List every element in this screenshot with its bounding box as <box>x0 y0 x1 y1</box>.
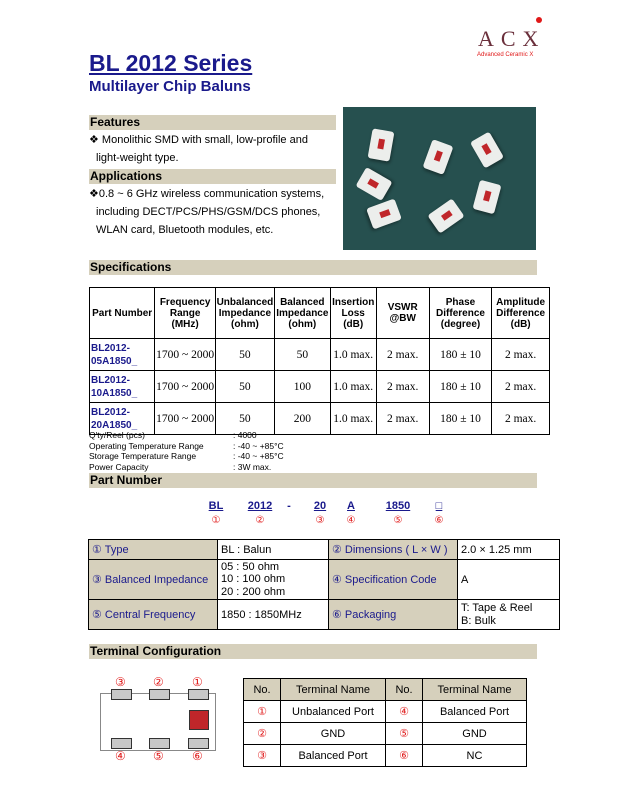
pn-key-cell: ⑥ Packaging <box>329 600 458 630</box>
spec-cell: 2 max. <box>492 339 550 371</box>
pn-value-line: 20 : 200 ohm <box>221 585 286 598</box>
spec-col-header: Insertion Loss (dB) <box>330 288 376 339</box>
spec-col-header: Frequency Range (MHz) <box>155 288 216 339</box>
pn-key-cell: ② Dimensions ( L × W ) <box>329 540 458 560</box>
code-segment: 1850 <box>385 500 411 512</box>
spec-col-header: Unbalanced Impedance (ohm) <box>215 288 274 339</box>
product-photo <box>343 107 536 250</box>
chip-image <box>356 167 393 201</box>
pn-value-line: 1850 : 1850MHz <box>221 608 302 621</box>
terminal-no: ④ <box>386 701 423 723</box>
spec-cell: 180 ± 10 <box>429 371 491 403</box>
code-number: ⑥ <box>434 515 444 526</box>
pn-value-cell <box>218 600 329 630</box>
terminal-col-header: Terminal Name <box>423 679 527 701</box>
code-segment: A <box>347 500 355 512</box>
code-number: ④ <box>346 515 356 526</box>
features-text <box>89 131 308 167</box>
features-line-1: ❖ Monolithic SMD with small, low-profile and <box>89 134 308 146</box>
code-segment: 20 <box>313 500 327 512</box>
spec-cell: 100 <box>274 371 330 403</box>
pn-value-line: 2.0 × 1.25 mm <box>461 543 532 556</box>
pn-value-cell <box>458 540 560 560</box>
pn-value-line: T: Tape & Reel <box>461 602 533 614</box>
part-number-heading: Part Number <box>89 473 537 488</box>
spec-cell: 50 <box>274 339 330 371</box>
note-value: : 4000 <box>233 430 257 440</box>
chip-image <box>423 139 454 175</box>
terminal-name: GND <box>281 723 386 745</box>
spec-col-header: Balanced Impedance (ohm) <box>274 288 330 339</box>
specifications-table <box>89 287 550 435</box>
spec-cell: 1.0 max. <box>330 403 376 435</box>
terminal-col-header: No. <box>244 679 281 701</box>
note-value: : -40 ~ +85°C <box>233 451 284 461</box>
features-heading: Features <box>89 115 336 130</box>
pn-value-cell <box>458 560 560 600</box>
pn-value-cell <box>458 600 560 630</box>
table-row <box>89 560 560 600</box>
part-number-cell: BL2012-20A1850_ <box>90 403 155 435</box>
spec-cell: 2 max. <box>492 403 550 435</box>
specifications-heading: Specifications <box>89 260 537 275</box>
pn-key-cell: ① Type <box>89 540 218 560</box>
chip-image <box>470 132 504 169</box>
terminal-label: ⑤ <box>153 749 164 763</box>
table-row <box>244 745 527 767</box>
pn-key-cell: ③ Balanced Impedance <box>89 560 218 600</box>
part-number-cell: BL2012-05A1850_ <box>90 339 155 371</box>
features-line-2: light-weight type. <box>96 152 179 164</box>
table-row <box>90 339 550 371</box>
table-row <box>244 701 527 723</box>
code-number: ① <box>211 515 221 526</box>
spec-col-header: Amplitude Difference (dB) <box>492 288 550 339</box>
pn-key-cell: ④ Specification Code <box>329 560 458 600</box>
terminal-label: ④ <box>115 749 126 763</box>
terminal-diagram <box>98 675 223 765</box>
terminal-name: Balanced Port <box>423 701 527 723</box>
note-label: Operating Temperature Range <box>89 440 204 451</box>
terminal-no: ⑤ <box>386 723 423 745</box>
spec-cell: 2 max. <box>492 371 550 403</box>
terminal-pad <box>188 738 209 749</box>
terminal-table <box>243 678 527 767</box>
pn-value-line: 10 : 100 ohm <box>221 573 286 586</box>
spec-cell: 1700 ~ 2000 <box>155 371 216 403</box>
chip-image <box>368 128 395 161</box>
note-value: : 3W max. <box>233 461 272 472</box>
pn-value-line: A <box>461 573 469 586</box>
acx-logo <box>478 26 558 60</box>
terminal-pad <box>188 689 209 700</box>
terminal-name: GND <box>423 723 527 745</box>
logo-text: ACX <box>478 26 546 51</box>
table-row <box>89 540 560 560</box>
spec-col-header: VSWR @BW <box>376 288 429 339</box>
terminal-no: ⑥ <box>386 745 423 767</box>
applications-heading: Applications <box>89 169 336 184</box>
applications-line-2: including DECT/PCS/PHS/GSM/DCS phones, <box>96 206 321 218</box>
spec-cell: 1700 ~ 2000 <box>155 403 216 435</box>
note-label: Q'ty/Reel (pcs) <box>89 430 145 440</box>
applications-text <box>89 185 324 239</box>
terminal-col-header: Terminal Name <box>281 679 386 701</box>
pn-key-cell: ⑤ Central Frequency <box>89 600 218 630</box>
terminal-label: ⑥ <box>192 749 203 763</box>
spec-cell: 1.0 max. <box>330 339 376 371</box>
terminal-no: ③ <box>244 745 281 767</box>
chip-image <box>427 198 464 233</box>
part-number-code <box>205 500 450 530</box>
terminal-pad <box>111 689 132 700</box>
code-segment: BL <box>208 500 224 512</box>
spec-cell: 2 max. <box>376 403 429 435</box>
terminal-label: ③ <box>115 675 126 689</box>
terminal-no: ② <box>244 723 281 745</box>
spec-cell: 180 ± 10 <box>429 339 491 371</box>
terminal-name: Balanced Port <box>281 745 386 767</box>
spec-col-header: Phase Difference (degree) <box>429 288 491 339</box>
terminal-header-row <box>244 679 527 701</box>
spec-cell: 2 max. <box>376 371 429 403</box>
spec-col-header: Part Number <box>90 288 155 339</box>
terminal-name: NC <box>423 745 527 767</box>
applications-line-1: ❖0.8 ~ 6 GHz wireless communication systems, <box>89 188 325 200</box>
page-subtitle: Multilayer Chip Baluns <box>89 78 251 95</box>
terminal-pad <box>111 738 132 749</box>
table-row <box>90 371 550 403</box>
code-number: ⑤ <box>393 515 403 526</box>
chip-image <box>472 180 501 215</box>
code-number: ② <box>255 515 265 526</box>
pn-value-line: B: Bulk <box>461 614 496 627</box>
terminal-name: Unbalanced Port <box>281 701 386 723</box>
logo-subtitle: Advanced Ceramic X <box>477 52 534 58</box>
terminal-label: ① <box>192 675 203 689</box>
spec-cell: 1.0 max. <box>330 371 376 403</box>
terminal-no: ① <box>244 701 281 723</box>
part-number-table <box>88 539 560 630</box>
code-segment: 2012 <box>247 500 273 512</box>
spec-cell: 180 ± 10 <box>429 403 491 435</box>
note-label: Storage Temperature Range <box>89 451 197 461</box>
terminal-heading: Terminal Configuration <box>89 644 537 659</box>
pn-value-line: 05 : 50 ohm <box>221 560 280 573</box>
note-label: Power Capacity <box>89 461 149 472</box>
note-value: : -40 ~ +85°C <box>233 440 284 451</box>
code-separator: - <box>287 500 291 512</box>
table-row <box>89 600 560 630</box>
spec-cell: 2 max. <box>376 339 429 371</box>
terminal-col-header: No. <box>386 679 423 701</box>
logo-dot <box>536 17 542 23</box>
code-number: ③ <box>315 515 325 526</box>
terminal-pad <box>149 738 170 749</box>
chip-image <box>366 199 402 230</box>
pn-value-cell <box>218 560 329 600</box>
spec-cell: 200 <box>274 403 330 435</box>
applications-line-3: WLAN card, Bluetooth modules, etc. <box>96 224 274 236</box>
orientation-mark <box>189 710 209 730</box>
code-segment: □ <box>435 500 443 512</box>
spec-cell: 50 <box>215 371 274 403</box>
terminal-pad <box>149 689 170 700</box>
spec-notes <box>89 430 284 472</box>
spec-cell: 50 <box>215 339 274 371</box>
spec-header-row <box>90 288 550 339</box>
pn-value-cell <box>218 540 329 560</box>
pn-value-line: BL : Balun <box>221 543 272 556</box>
spec-cell: 50 <box>215 403 274 435</box>
spec-cell: 1700 ~ 2000 <box>155 339 216 371</box>
part-number-cell: BL2012-10A1850_ <box>90 371 155 403</box>
terminal-label: ② <box>153 675 164 689</box>
table-row <box>244 723 527 745</box>
page-title: BL 2012 Series <box>89 50 253 76</box>
